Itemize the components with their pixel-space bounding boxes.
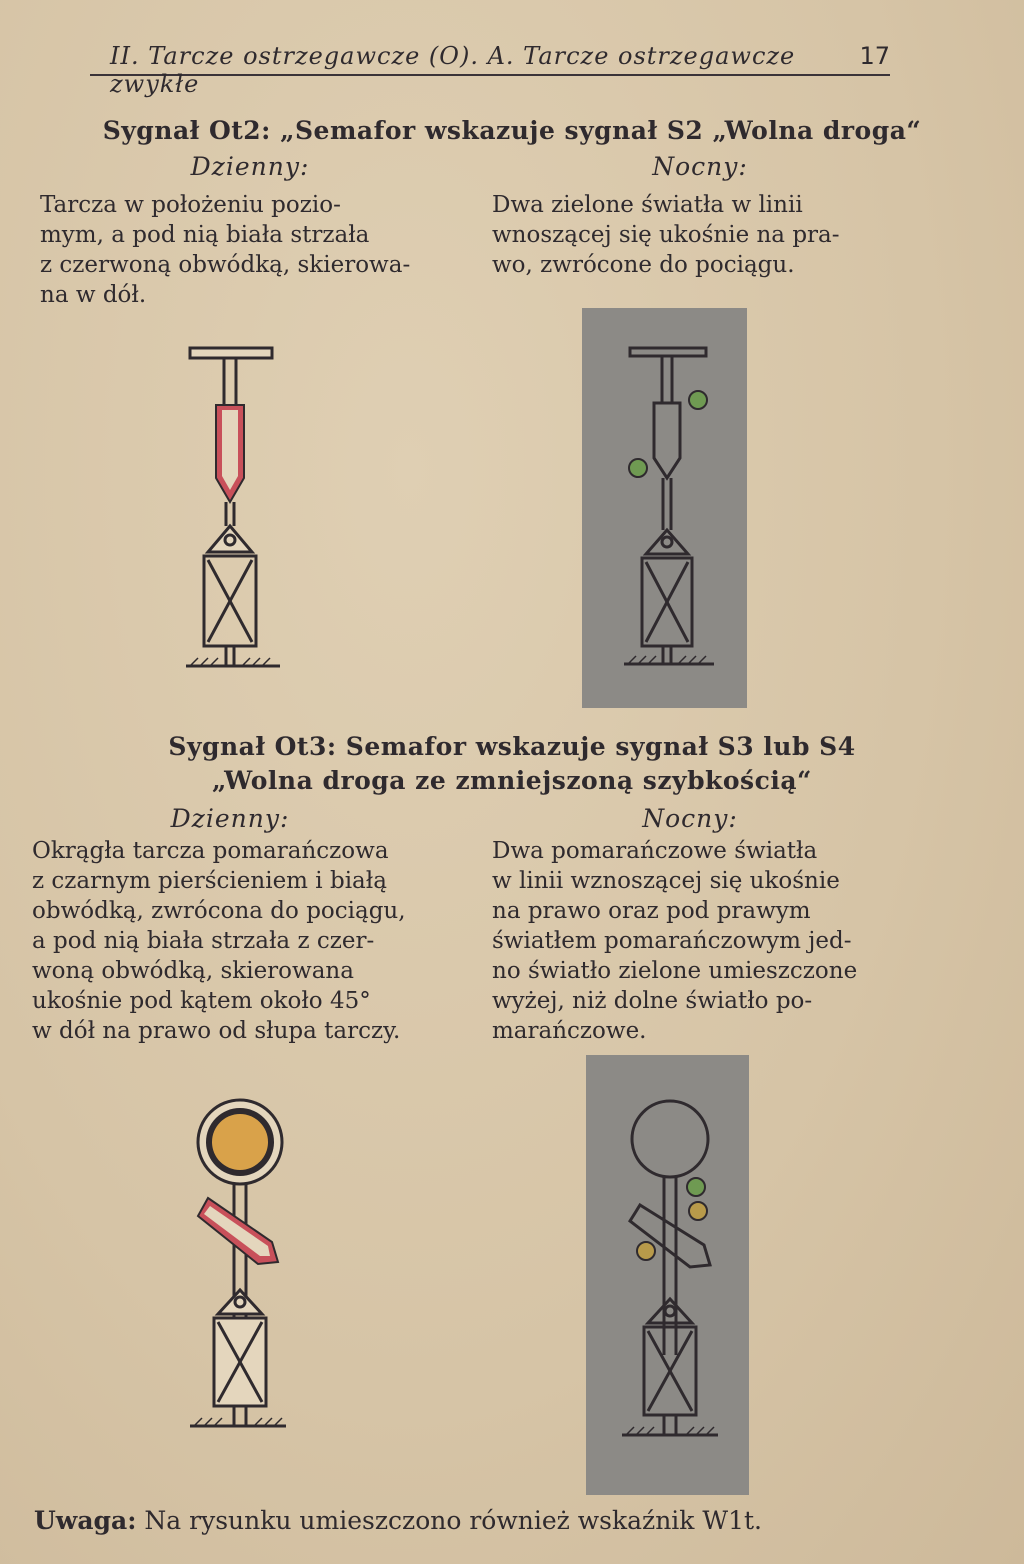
section2-title-line2: „Wolna droga ze zmniejszoną szybkością“ [212, 766, 812, 795]
text-line: z czerwoną obwódką, skierowa- [40, 252, 411, 278]
page-number: 17 [859, 42, 890, 70]
text-line: woną obwódką, skierowana [32, 958, 354, 984]
section2-title-line1: Sygnał Ot3: Semafor wskazuje sygnał S3 lub S4 [168, 732, 856, 761]
section1-day-text [40, 190, 442, 310]
ot3-night-figure [586, 1055, 749, 1495]
section1-day-label: Dzienny: [190, 152, 310, 181]
text-line: z czarnym pierścieniem i białą [32, 868, 387, 894]
green-light-upper [689, 391, 707, 409]
text-line: światłem pomarańczowym jed- [492, 928, 852, 954]
section1-title: Sygnał Ot2: „Semafor wskazuje sygnał S2 „Wolna droga“ [102, 116, 922, 145]
green-light-lower [629, 459, 647, 477]
section2-day-text [32, 836, 426, 1046]
orange-light-upper [689, 1202, 707, 1220]
section2-night-label: Nocny: [642, 804, 738, 833]
section1-night-text [492, 190, 890, 280]
header-title: II. Tarcze ostrzegawcze (O). A. Tarcze ostrzegawcze zwykłe [110, 42, 796, 98]
note-text: Na rysunku umieszczono również wskaźnik W1t. [144, 1506, 762, 1535]
text-line: Tarcza w położeniu pozio- [40, 192, 341, 218]
section1-night-label: Nocny: [652, 152, 748, 181]
section2-night-text [492, 836, 888, 1046]
green-light [687, 1178, 705, 1196]
text-line: a pod nią biała strzała z czer- [32, 928, 375, 954]
text-line: w dół na prawo od słupa tarczy. [32, 1018, 401, 1044]
orange-light-lower [637, 1242, 655, 1260]
text-line: Okrągła tarcza pomarańczowa [32, 838, 389, 864]
text-line: wnoszącej się ukośnie na pra- [492, 222, 840, 248]
text-line: ukośnie pod kątem około 45° [32, 988, 371, 1014]
text-line: w linii wznoszącej się ukośnie [492, 868, 840, 894]
text-line: no światło zielone umieszczone [492, 958, 858, 984]
footnote [34, 1506, 762, 1535]
orange-disc [212, 1114, 268, 1170]
running-header [90, 40, 890, 98]
text-line: mym, a pod nią biała strzała [40, 222, 370, 248]
ot2-night-figure [582, 308, 747, 708]
text-line: na prawo oraz pod prawym [492, 898, 811, 924]
text-line: obwódką, zwrócona do pociągu, [32, 898, 406, 924]
ot3-day-figure [170, 1090, 300, 1450]
text-line: na w dół. [40, 282, 147, 308]
ot2-day-figure [170, 330, 300, 680]
text-line: wyżej, niż dolne światło po- [492, 988, 813, 1014]
section2-day-label: Dzienny: [170, 804, 290, 833]
text-line: Dwa zielone światła w linii [492, 192, 803, 218]
note-label: Uwaga: [34, 1506, 137, 1535]
text-line: Dwa pomarańczowe światła [492, 838, 818, 864]
night-background [586, 1055, 749, 1495]
text-line: marańczowe. [492, 1018, 647, 1044]
text-line: wo, zwrócone do pociągu. [492, 252, 795, 278]
